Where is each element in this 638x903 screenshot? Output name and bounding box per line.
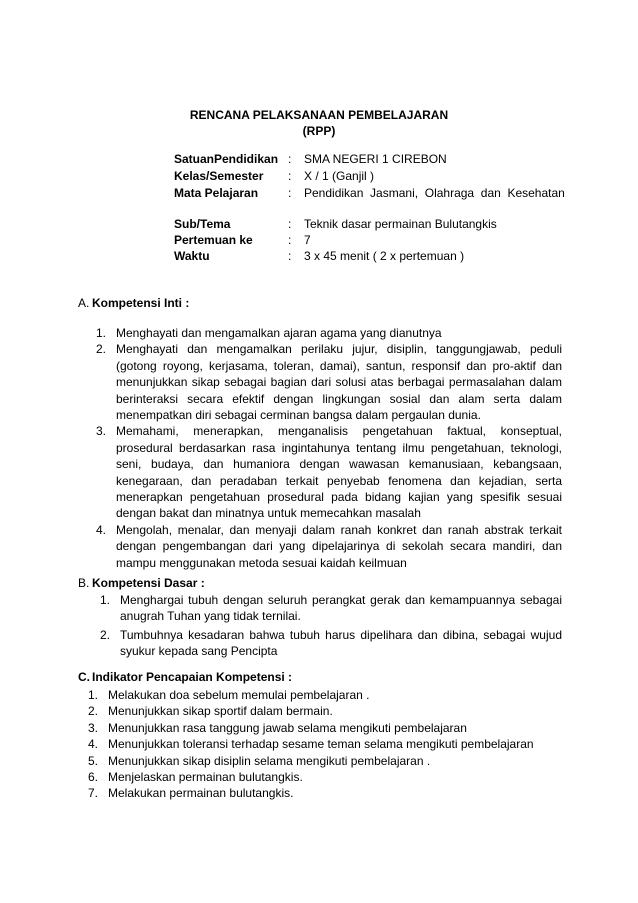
section-b-heading bbox=[78, 576, 205, 590]
document-title: RENCANA PELAKSANAAN PEMBELAJARAN bbox=[189, 108, 449, 122]
item-number: 1. bbox=[100, 593, 111, 607]
item-number: 2. bbox=[88, 704, 99, 719]
meta-colon: : bbox=[288, 217, 292, 231]
list-item bbox=[96, 423, 562, 521]
item-text: Menghayati dan mengamalkan ajaran agama yang dianutnya bbox=[116, 326, 442, 340]
meta-value: SMA NEGERI 1 CIREBON bbox=[304, 152, 447, 166]
meta-value: 7 bbox=[304, 233, 311, 247]
meta-colon: : bbox=[288, 169, 292, 183]
item-number: 6. bbox=[88, 770, 99, 785]
meta-value: 3 x 45 menit ( 2 x pertemuan ) bbox=[304, 249, 465, 263]
item-text: Menunjukkan sikap disiplin selama mengikuti pembelajaran . bbox=[108, 753, 431, 768]
section-b-list bbox=[100, 592, 562, 660]
item-text: Tumbuhnya kesadaran bahwa tubuh harus dipelihara dan dibina, sebagai wujud syukur kepada sang Pencipta bbox=[120, 627, 562, 659]
item-number: 3. bbox=[88, 720, 99, 735]
section-a-list bbox=[96, 325, 562, 571]
meta-value: Teknik dasar permainan Bulutangkis bbox=[304, 217, 497, 231]
meta-colon: : bbox=[288, 233, 292, 247]
section-letter: C. bbox=[78, 670, 90, 684]
meta-label: Waktu bbox=[174, 249, 210, 263]
item-number: 2. bbox=[100, 627, 111, 642]
item-number: 4. bbox=[88, 737, 99, 752]
item-number: 3. bbox=[96, 424, 107, 439]
meta-colon: : bbox=[288, 152, 292, 166]
meta-colon: : bbox=[288, 186, 292, 200]
meta-value: Pendidikan Jasmani, Olahraga dan Kesehatan bbox=[304, 186, 565, 200]
item-number: 7. bbox=[88, 786, 99, 801]
meta-label: Sub/Tema bbox=[174, 217, 231, 231]
section-title: Kompetensi Inti : bbox=[92, 296, 190, 310]
section-c-list bbox=[88, 687, 562, 802]
item-number: 4. bbox=[96, 522, 107, 537]
list-item bbox=[100, 627, 562, 660]
meta-label: Pertemuan ke bbox=[174, 233, 253, 247]
item-text: Melakukan doa sebelum memulai pembelajaran . bbox=[108, 688, 370, 702]
list-item bbox=[88, 703, 562, 719]
section-title: Indikator Pencapaian Kompetensi : bbox=[92, 670, 293, 684]
list-item bbox=[88, 736, 562, 752]
meta-colon: : bbox=[288, 249, 292, 263]
document-subtitle: (RPP) bbox=[302, 124, 336, 138]
list-item bbox=[88, 769, 562, 785]
list-item bbox=[96, 522, 562, 571]
meta-label: Kelas/Semester bbox=[174, 169, 264, 183]
list-item bbox=[96, 341, 562, 423]
list-item bbox=[88, 720, 562, 736]
item-text: Menunjukkan toleransi terhadap sesame teman selama mengikuti pembelajaran bbox=[108, 737, 534, 752]
item-text: Menghargai tubuh dengan seluruh perangkat gerak dan kemampuannya sebagai anugrah Tuhan yang tidak ternilai. bbox=[120, 593, 562, 624]
item-text: Mengolah, menalar, dan menyaji dalam ranah konkret dan ranah abstrak terkait dengan pengembangan dari yang dipelajarinya di sekolah secara mandiri, dan mampu menggunakan metoda sesuai kaidah keilmuan bbox=[116, 522, 562, 570]
meta-label: Mata Pelajaran bbox=[174, 186, 259, 200]
list-item bbox=[100, 592, 562, 625]
section-title: Kompetensi Dasar : bbox=[92, 576, 205, 590]
section-a-heading bbox=[78, 296, 189, 310]
item-text: Menjelaskan permainan bulutangkis. bbox=[108, 770, 303, 785]
item-number: 1. bbox=[96, 326, 107, 340]
item-text: Memahami, menerapkan, menganalisis pengetahuan faktual, konseptual, prosedural berdasarkan rasa ingintahunya tentang ilmu pengetahuan, teknologi, seni, budaya, dan humaniora dengan wawasan kemanusiaan, kebangsaan, kenegaraan, dan peradaban terkait penyebab fenomena dan kejadian, serta menerapkan pengetahuan prosedural pada bidang kajian yang spesifik sesuai dengan bakat dan minatnya untuk memecahkan masalah bbox=[116, 424, 562, 521]
list-item bbox=[96, 325, 562, 341]
item-number: 1. bbox=[88, 688, 99, 702]
list-item bbox=[88, 753, 562, 769]
section-letter: A. bbox=[78, 296, 90, 310]
meta-label: SatuanPendidikan bbox=[174, 152, 279, 166]
list-item bbox=[88, 785, 562, 801]
item-number: 2. bbox=[96, 342, 107, 357]
item-text: Menghayati dan mengamalkan perilaku jujur, disiplin, tanggungjawab, peduli (gotong royong, kerjasama, toleran, damai), santun, responsif dan pro-aktif dan menunjukkan sikap sebagai bagian dari solusi atas berbagai permasalahan dalam berinteraksi secara efektif dengan lingkungan sosial dan alam serta dalam menempatkan diri sebagai cerminan bangsa dalam pergaulan dunia. bbox=[116, 342, 562, 423]
item-text: Menunjukkan sikap sportif dalam bermain. bbox=[108, 704, 333, 719]
section-letter: B. bbox=[78, 576, 90, 590]
item-text: Melakukan permainan bulutangkis. bbox=[108, 786, 294, 801]
item-text: Menunjukkan rasa tanggung jawab selama mengikuti pembelajaran bbox=[108, 720, 467, 735]
meta-value: X / 1 (Ganjil ) bbox=[304, 169, 375, 183]
list-item bbox=[88, 687, 562, 703]
item-number: 5. bbox=[88, 753, 99, 768]
section-c-heading bbox=[78, 670, 292, 684]
